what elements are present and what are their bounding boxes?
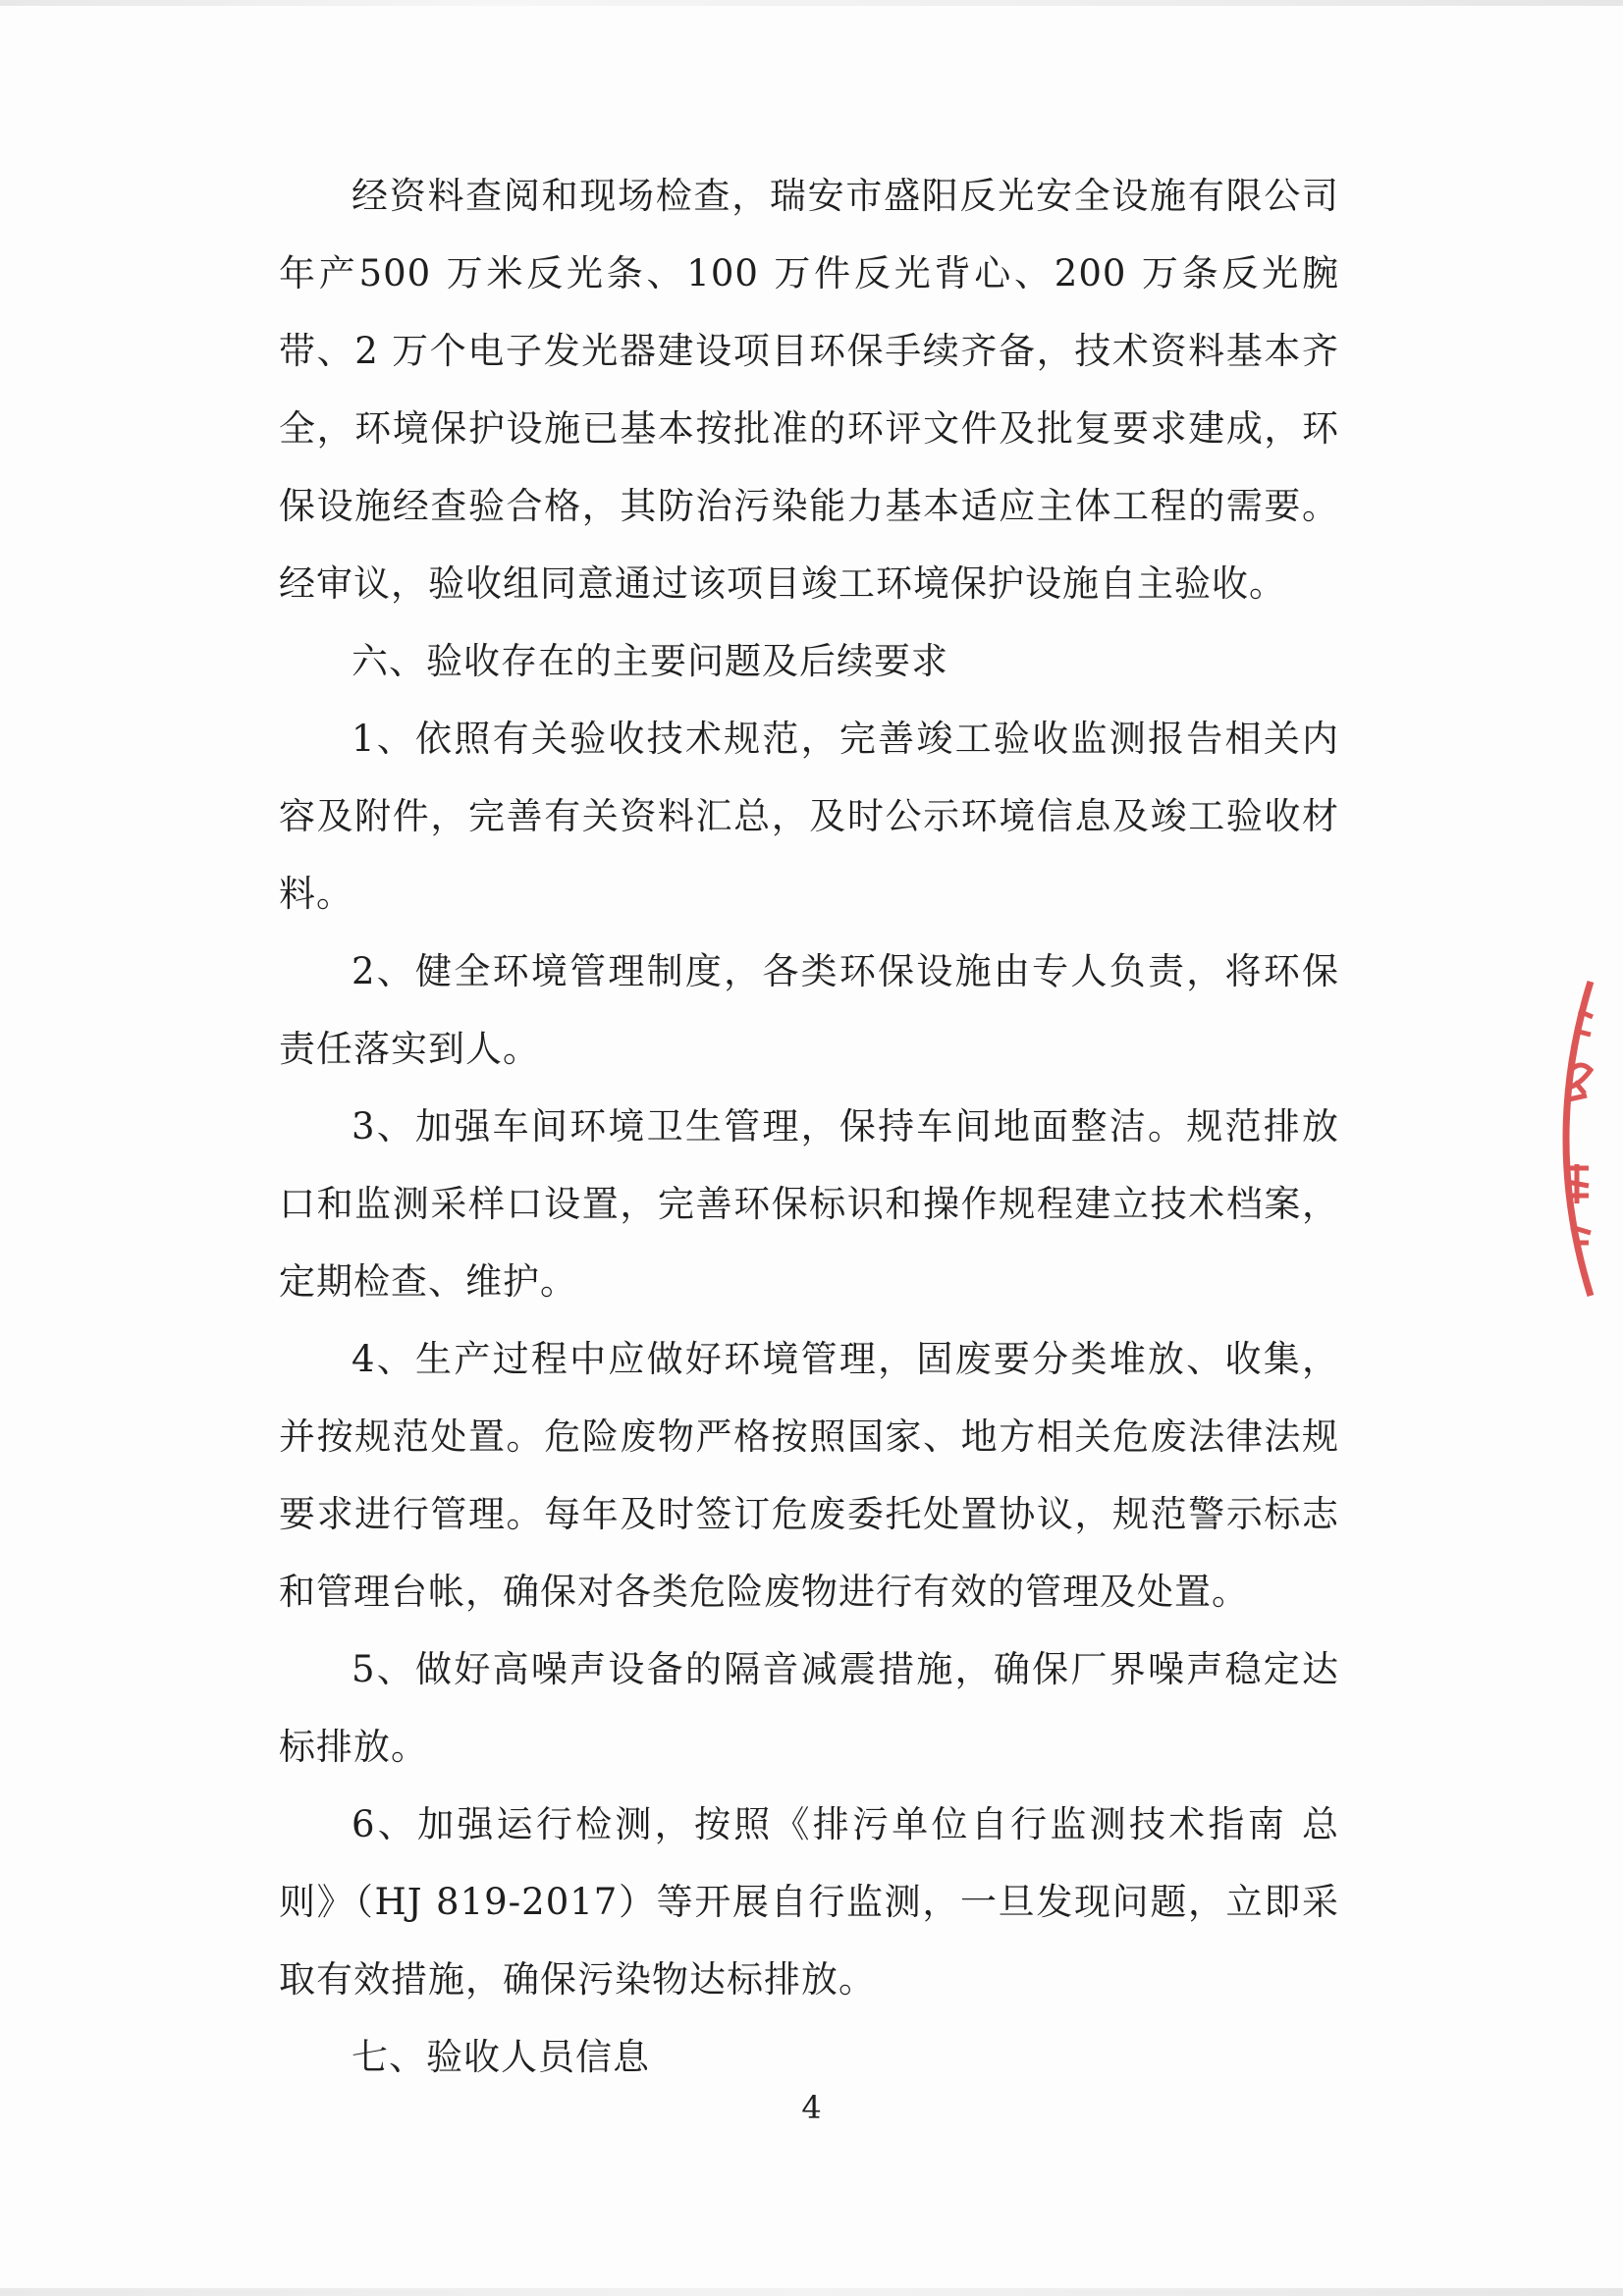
requirement-item-6: 6、加强运行检测，按照《排污单位自行监测技术指南 总则》（HJ 819-2017）等开展自行监测，一旦发现问题，立即采取有效措施，确保污染物达标排放。 (279, 1803, 1339, 2001)
section-heading-6: 六、验收存在的主要问题及后续要求 (352, 640, 948, 682)
requirement-item-5: 5、做好高噪声设备的隔音减震措施，确保厂界噪声稳定达标排放。 (279, 1648, 1339, 1768)
requirement-item-4: 4、生产过程中应做好环境管理，固废要分类堆放、收集，并按规范处置。危险废物严格按照国家、地方相关危废法律法规要求进行管理。每年及时签订危废委托处置协议，规范警示标志和管理台帐，确保对各类危险废物进行有效的管理及处置。 (279, 1338, 1339, 1613)
document-body (279, 157, 1339, 2096)
scan-edge-bottom (0, 2288, 1623, 2296)
requirement-item-3: 3、加强车间环境卫生管理，保持车间地面整洁。规范排放口和监测采样口设置，完善环保标识和操作规程建立技术档案，定期检查、维护。 (279, 1105, 1339, 1303)
requirement-item-1: 1、依照有关验收技术规范，完善竣工验收监测报告相关内容及附件，完善有关资料汇总，及时公示环境信息及竣工验收材料。 (279, 718, 1339, 915)
section-heading-7: 七、验收人员信息 (352, 2036, 650, 2078)
page-number: 4 (801, 2089, 822, 2126)
paragraph-conclusion: 经资料查阅和现场检查，瑞安市盛阳反光安全设施有限公司年产500 万米反光条、100 万件反光背心、200 万条反光腕带、2 万个电子发光器建设项目环保手续齐备，技术资料基本齐全，环境保护设施已基本按批准的环评文件及批复要求建成，环保设施经查验合格，其防治污染能力基本适应主体工程的需要。经审议，验收组同意通过该项目竣工环境保护设施自主验收。 (279, 175, 1339, 605)
scan-edge-top (0, 0, 1623, 6)
requirement-item-2: 2、健全环境管理制度，各类环保设施由专人负责，将环保责任落实到人。 (279, 950, 1339, 1070)
red-seal-fragment-icon (1532, 972, 1623, 1306)
